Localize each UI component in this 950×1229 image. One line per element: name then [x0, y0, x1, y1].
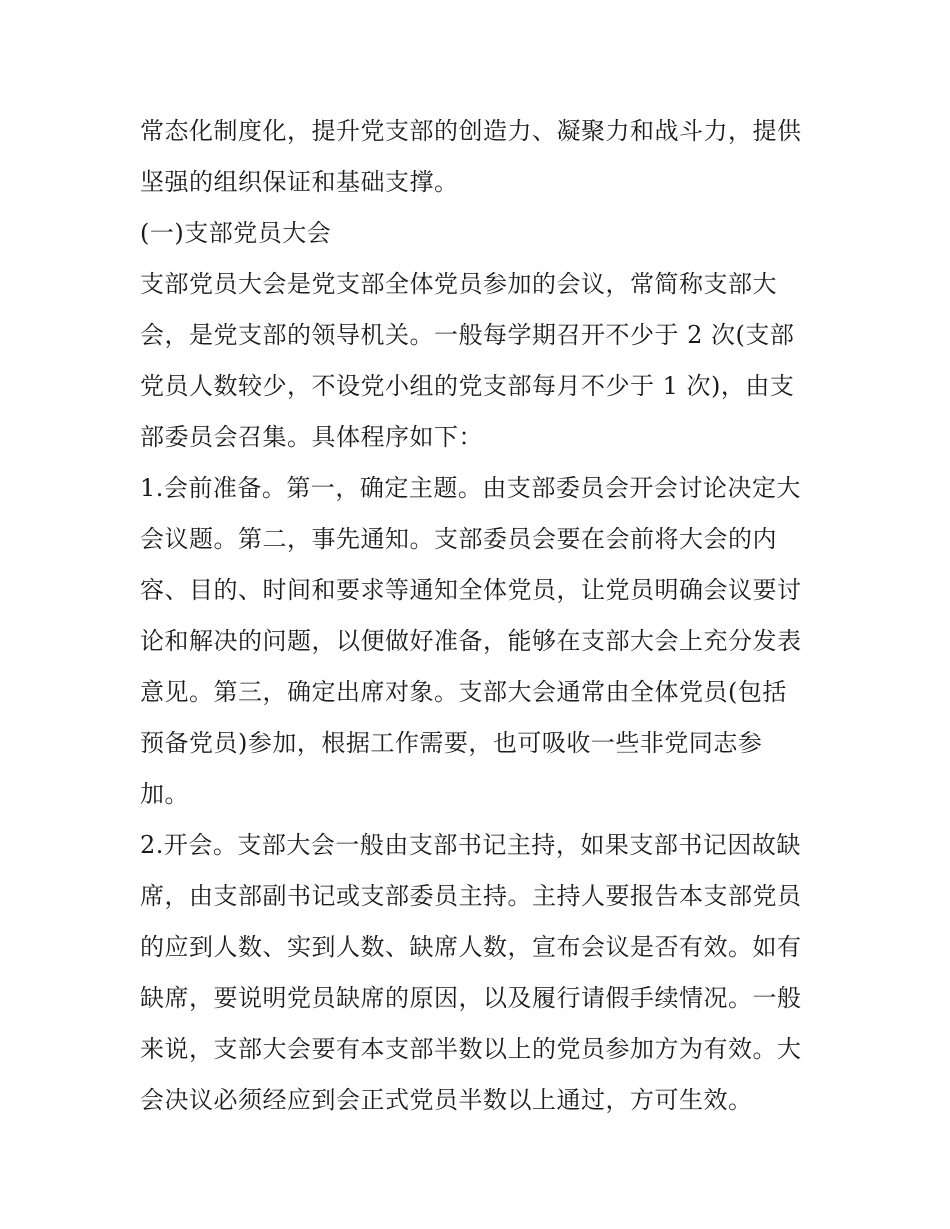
- text-line: 部委员会召集。具体程序如下：: [140, 423, 483, 451]
- text-line: 的应到人数、实到人数、缺席人数，宣布会议是否有效。如有: [140, 933, 802, 961]
- text-line: 党员人数较少，不设党小组的党支部每月不少于 1 次)，由支: [140, 372, 795, 400]
- section-heading: (一)支部党员大会: [140, 219, 332, 247]
- text-line: 缺席，要说明党员缺席的原因，以及履行请假手续情况。一般: [140, 984, 802, 1012]
- text-line: 会决议必须经应到会正式党员半数以上通过，方可生效。: [140, 1086, 753, 1114]
- text-line: 支部党员大会是党支部全体党员参加的会议，常简称支部大: [140, 270, 777, 298]
- document-body: [140, 106, 820, 1126]
- text-line: 会，是党支部的领导机关。一般每学期召开不少于 2 次(支部: [140, 321, 795, 349]
- text-line: 坚强的组织保证和基础支撑。: [140, 168, 459, 196]
- text-line: 容、目的、时间和要求等通知全体党员，让党员明确会议要讨: [140, 576, 802, 604]
- text-line: 来说，支部大会要有本支部半数以上的党员参加方为有效。大: [140, 1035, 802, 1063]
- text-line: 论和解决的问题，以便做好准备，能够在支部大会上充分发表: [140, 627, 802, 655]
- text-line: 预备党员)参加，根据工作需要，也可吸收一些非党同志参: [140, 729, 763, 757]
- text-line: 2.开会。支部大会一般由支部书记主持，如果支部书记因故缺: [140, 831, 801, 859]
- text-line: 加。: [140, 780, 189, 808]
- text-line: 意见。第三，确定出席对象。支部大会通常由全体党员(包括: [140, 678, 787, 706]
- text-line: 1.会前准备。第一，确定主题。由支部委员会开会讨论决定大: [140, 474, 801, 502]
- text-line: 常态化制度化，提升党支部的创造力、凝聚力和战斗力，提供: [140, 117, 802, 145]
- text-line: 席，由支部副书记或支部委员主持。主持人要报告本支部党员: [140, 882, 802, 910]
- text-line: 会议题。第二，事先通知。支部委员会要在会前将大会的内: [140, 525, 777, 553]
